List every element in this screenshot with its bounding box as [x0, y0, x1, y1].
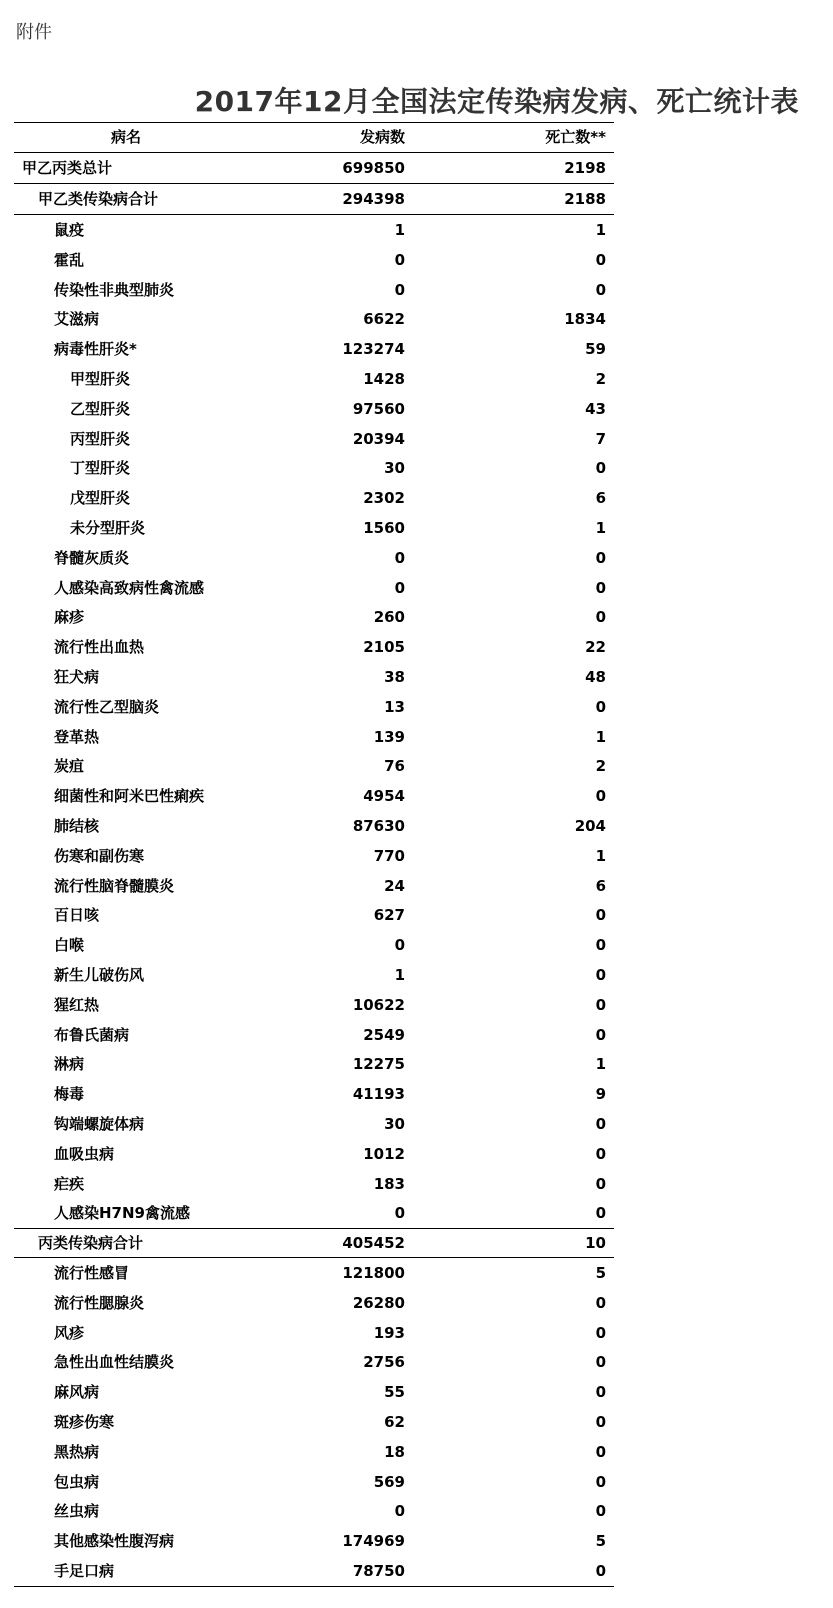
table-row: [14, 1049, 614, 1079]
incidence-value: 78750: [352, 1562, 405, 1581]
disease-name: 登革热: [54, 727, 100, 746]
deaths-value: 0: [595, 1353, 606, 1372]
deaths-value: 1834: [564, 310, 606, 329]
incidence-value: 26280: [352, 1293, 405, 1312]
table-row: [14, 1496, 614, 1526]
deaths-value: 6: [595, 876, 606, 895]
table-row: [14, 1437, 614, 1467]
deaths-value: 0: [595, 787, 606, 806]
disease-name: 脊髓灰质炎: [54, 548, 130, 567]
disease-name: 丁型肝炎: [70, 459, 131, 478]
disease-name: 血吸虫病: [54, 1144, 115, 1163]
total-incidence: 699850: [342, 159, 405, 177]
incidence-value: 770: [373, 846, 405, 865]
disease-name: 炭疽: [54, 757, 85, 776]
table-row: [14, 543, 614, 573]
deaths-value: 0: [595, 965, 606, 984]
table-row: [14, 424, 614, 454]
table-row: [14, 394, 614, 424]
disease-name: 斑疹伤寒: [54, 1413, 115, 1432]
table-row: [14, 662, 614, 692]
disease-name: 手足口病: [54, 1562, 115, 1581]
disease-name: 其他感染性腹泻病: [54, 1532, 175, 1551]
incidence-value: 76: [384, 757, 405, 776]
table-row: [14, 1020, 614, 1050]
table-row: [14, 304, 614, 334]
incidence-value: 30: [384, 1114, 405, 1133]
incidence-value: 0: [394, 1502, 405, 1521]
deaths-value: 1: [595, 727, 606, 746]
deaths-value: 0: [595, 1025, 606, 1044]
deaths-value: 9: [595, 1085, 606, 1104]
incidence-value: 6622: [363, 310, 405, 329]
deaths-value: 5: [595, 1532, 606, 1551]
deaths-value: 0: [595, 1174, 606, 1193]
table-row: [14, 453, 614, 483]
deaths-value: 0: [595, 995, 606, 1014]
incidence-value: 0: [394, 280, 405, 299]
disease-name: 疟疾: [54, 1174, 85, 1193]
incidence-value: 38: [384, 667, 405, 686]
disease-name: 急性出血性结膜炎: [54, 1353, 175, 1372]
incidence-value: 1: [394, 221, 405, 239]
table-row: [14, 811, 614, 841]
disease-name: 传染性非典型肺炎: [54, 280, 175, 299]
table-row: [14, 483, 614, 513]
disease-name: 麻风病: [54, 1383, 100, 1402]
deaths-value: 48: [585, 667, 606, 686]
disease-name: 新生儿破伤风: [54, 965, 145, 984]
table-row: [14, 1198, 614, 1228]
disease-name: 乙型肝炎: [70, 399, 131, 418]
incidence-value: 2105: [363, 638, 405, 657]
table-row: [14, 751, 614, 781]
disease-name: 鼠疫: [54, 221, 85, 239]
disease-name: 丙型肝炎: [70, 429, 131, 448]
incidence-value: 12275: [352, 1055, 405, 1074]
attachment-label: 附件: [16, 22, 52, 43]
table-header-row: [14, 122, 614, 153]
deaths-value: 1: [595, 1055, 606, 1074]
incidence-value: 30: [384, 459, 405, 478]
table-row: [14, 692, 614, 722]
page-title: 2017年12月全国法定传染病发病、死亡统计表: [194, 85, 799, 118]
table-row: [14, 1169, 614, 1199]
incidence-value: 2756: [363, 1353, 405, 1372]
disease-name: 人感染高致病性禽流感: [54, 578, 205, 597]
deaths-value: 0: [595, 1293, 606, 1312]
disease-name: 未分型肝炎: [70, 518, 146, 537]
class-c-subtotal-row: [14, 1228, 614, 1258]
table-row: [14, 602, 614, 632]
table-row: [14, 841, 614, 871]
incidence-value: 0: [394, 548, 405, 567]
disease-name: 梅毒: [54, 1085, 85, 1104]
table-row: [14, 334, 614, 364]
disease-name: 霍乱: [54, 250, 85, 269]
incidence-value: 41193: [352, 1085, 405, 1104]
incidence-value: 0: [394, 1204, 405, 1223]
deaths-value: 6: [595, 489, 606, 508]
deaths-value: 1: [595, 846, 606, 865]
table-row: [14, 1347, 614, 1377]
deaths-value: 0: [595, 548, 606, 567]
table-row: [14, 1467, 614, 1497]
incidence-value: 1: [394, 965, 405, 984]
disease-name: 病毒性肝炎*: [54, 340, 137, 359]
header-deaths: 死亡数**: [545, 128, 606, 146]
incidence-value: 2302: [363, 489, 405, 508]
incidence-value: 4954: [363, 787, 405, 806]
table-row: [14, 1139, 614, 1169]
incidence-value: 87630: [352, 816, 405, 835]
incidence-value: 2549: [363, 1025, 405, 1044]
deaths-value: 59: [585, 340, 606, 359]
table-row: [14, 1288, 614, 1318]
deaths-value: 0: [595, 1144, 606, 1163]
table-row: [14, 364, 614, 394]
incidence-value: 1560: [363, 518, 405, 537]
deaths-value: 0: [595, 1413, 606, 1432]
deaths-value: 0: [595, 250, 606, 269]
disease-name: 包虫病: [54, 1472, 100, 1491]
class-ab-subtotal-row: [14, 183, 614, 215]
total-deaths: 2198: [564, 159, 606, 177]
incidence-value: 1012: [363, 1144, 405, 1163]
table-row: [14, 1526, 614, 1556]
disease-name: 白喉: [54, 936, 85, 955]
table-row: [14, 1556, 614, 1587]
table-row: [14, 1109, 614, 1139]
table-row: [14, 215, 614, 245]
incidence-value: 121800: [342, 1264, 405, 1283]
deaths-value: 1: [595, 221, 606, 239]
class-ab-subtotal-deaths: 2188: [564, 190, 606, 208]
table-row: [14, 1079, 614, 1109]
incidence-value: 55: [384, 1383, 405, 1402]
incidence-value: 18: [384, 1442, 405, 1461]
class-ab-subtotal-name: 甲乙类传染病合计: [38, 190, 159, 208]
deaths-value: 43: [585, 399, 606, 418]
deaths-value: 2: [595, 757, 606, 776]
disease-name: 伤寒和副伤寒: [54, 846, 145, 865]
deaths-value: 0: [595, 608, 606, 627]
deaths-value: 0: [595, 1472, 606, 1491]
deaths-value: 0: [595, 697, 606, 716]
incidence-value: 183: [373, 1174, 405, 1193]
table-row: [14, 573, 614, 603]
incidence-value: 627: [373, 906, 405, 925]
table-row: [14, 781, 614, 811]
incidence-value: 139: [373, 727, 405, 746]
deaths-value: 0: [595, 1562, 606, 1581]
deaths-value: 0: [595, 1383, 606, 1402]
incidence-value: 569: [373, 1472, 405, 1491]
disease-name: 细菌性和阿米巴性痢疾: [54, 787, 205, 806]
incidence-value: 174969: [342, 1532, 405, 1551]
disease-name: 流行性脑脊髓膜炎: [54, 876, 175, 895]
statistics-table: [14, 122, 614, 1587]
table-row: [14, 722, 614, 752]
incidence-value: 123274: [342, 340, 405, 359]
table-row: [14, 1258, 614, 1288]
table-row: [14, 513, 614, 543]
deaths-value: 22: [585, 638, 606, 657]
incidence-value: 193: [373, 1323, 405, 1342]
deaths-value: 0: [595, 1204, 606, 1223]
disease-name: 甲型肝炎: [70, 369, 131, 388]
table-row: [14, 960, 614, 990]
deaths-value: 0: [595, 578, 606, 597]
disease-name: 戊型肝炎: [70, 489, 131, 508]
total-name: 甲乙丙类总计: [22, 159, 113, 177]
incidence-value: 1428: [363, 369, 405, 388]
deaths-value: 0: [595, 1442, 606, 1461]
deaths-value: 7: [595, 429, 606, 448]
header-incidence: 发病数: [359, 128, 405, 146]
table-row: [14, 900, 614, 930]
total-row: [14, 153, 614, 183]
class-c-subtotal-deaths: 10: [585, 1234, 606, 1253]
class-ab-subtotal-incidence: 294398: [342, 190, 405, 208]
incidence-value: 10622: [352, 995, 405, 1014]
incidence-value: 0: [394, 250, 405, 269]
disease-name: 流行性出血热: [54, 638, 145, 657]
deaths-value: 204: [574, 816, 606, 835]
class-c-rows: [14, 1258, 614, 1587]
deaths-value: 1: [595, 518, 606, 537]
disease-name: 肺结核: [54, 816, 100, 835]
disease-name: 淋病: [54, 1055, 85, 1074]
deaths-value: 0: [595, 936, 606, 955]
disease-name: 狂犬病: [54, 667, 100, 686]
deaths-value: 0: [595, 280, 606, 299]
incidence-value: 0: [394, 578, 405, 597]
incidence-value: 13: [384, 697, 405, 716]
deaths-value: 0: [595, 1323, 606, 1342]
deaths-value: 0: [595, 1502, 606, 1521]
incidence-value: 97560: [352, 399, 405, 418]
disease-name: 猩红热: [54, 995, 100, 1014]
deaths-value: 0: [595, 1114, 606, 1133]
deaths-value: 0: [595, 459, 606, 478]
disease-name: 人感染H7N9禽流感: [54, 1204, 190, 1223]
disease-name: 钩端螺旋体病: [54, 1114, 145, 1133]
incidence-value: 24: [384, 876, 405, 895]
disease-name: 风疹: [54, 1323, 85, 1342]
disease-name: 布鲁氏菌病: [54, 1025, 130, 1044]
incidence-value: 20394: [352, 429, 405, 448]
disease-name: 百日咳: [54, 906, 100, 925]
disease-name: 麻疹: [54, 608, 85, 627]
disease-name: 流行性腮腺炎: [54, 1293, 145, 1312]
table-row: [14, 245, 614, 275]
disease-name: 流行性乙型脑炎: [54, 697, 160, 716]
table-row: [14, 990, 614, 1020]
deaths-value: 0: [595, 906, 606, 925]
disease-name: 艾滋病: [54, 310, 100, 329]
disease-name: 丝虫病: [54, 1502, 100, 1521]
deaths-value: 2: [595, 369, 606, 388]
table-row: [14, 1318, 614, 1348]
table-row: [14, 1407, 614, 1437]
table-row: [14, 930, 614, 960]
class-ab-rows: [14, 215, 614, 1228]
table-row: [14, 871, 614, 901]
disease-name: 流行性感冒: [54, 1264, 130, 1283]
table-row: [14, 632, 614, 662]
class-c-subtotal-incidence: 405452: [342, 1234, 405, 1253]
incidence-value: 0: [394, 936, 405, 955]
table-row: [14, 1377, 614, 1407]
deaths-value: 5: [595, 1264, 606, 1283]
disease-name: 黑热病: [54, 1442, 100, 1461]
incidence-value: 260: [373, 608, 405, 627]
incidence-value: 62: [384, 1413, 405, 1432]
header-disease-name: 病名: [111, 128, 142, 146]
table-row: [14, 275, 614, 305]
class-c-subtotal-name: 丙类传染病合计: [38, 1234, 144, 1253]
